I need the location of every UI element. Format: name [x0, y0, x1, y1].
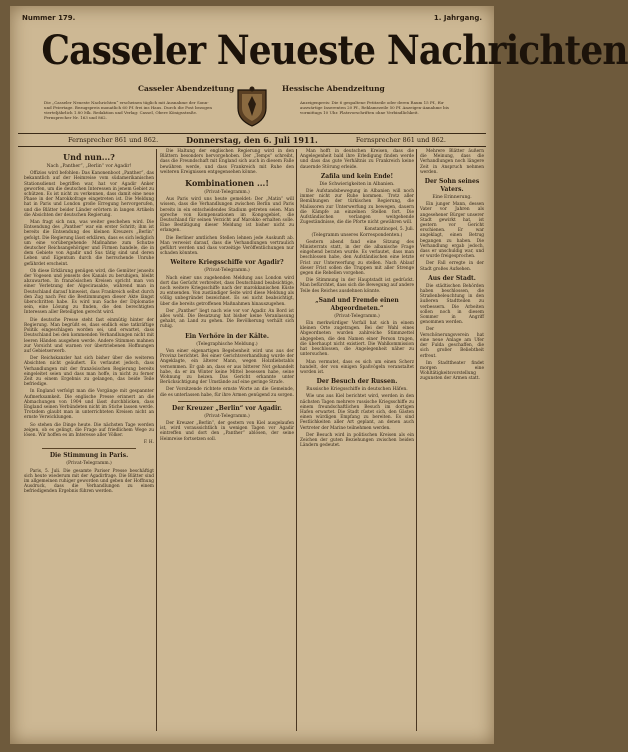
article-subheading: Nach „Panther“, „Berlin“ vor Agadir! [46, 164, 132, 169]
column-rule [296, 149, 297, 731]
newspaper-page [10, 6, 628, 744]
article-paragraph: Die Berliner amtlichen Stellen lehnen jede Auskunft ab. Man verweist darauf, dass die Verhandlungen vertraulich geführt werden und dass vorzeitige Veröffentlichungen nur schaden könnten. [160, 235, 294, 257]
article-paragraph: Man vermutet, dass es sich um einen Scherz handelt, der von einigen Spaßvögeln veranstaltet worden ist. [300, 359, 414, 375]
advertising-info: Anzeigenpreis: Die 6 gespaltene Petitzeile oder deren Raum 15 Pf., für auswärtige Inserenten 20 Pf., Reklamezeile 50 Pf. Anzeigen-Annahme bis vormittags 10 Uhr. Platzvorschriften ohne Verbindlichkeit. [300, 100, 449, 115]
section-divider [178, 401, 276, 402]
article-headline: Der Besuch der Russen. [316, 378, 398, 386]
article-signature: Konstantinopel, 5. Juli. [364, 227, 414, 233]
article-headline: Ein Verhöre in der Kälte. [185, 332, 269, 340]
article-subheading: (Telegraphische Meldung.) [196, 341, 258, 347]
column-1 [24, 149, 154, 731]
article-headline: Weitere Kriegsschiffe vor Agadir? [170, 259, 284, 267]
article-paragraph: Ein merkwürdiger Vorfall hat sich in einem kleinen Orte zugetragen. Bei der Wahl eines Abgeordneten wurden zahlreiche Stimmzettel abgegeben, die den Namen einer Person trugen, die überhaupt nicht existiert. Die Wahlkommission hat beschlossen, die Angelegenheit näher zu untersuchen. [300, 321, 414, 358]
subscription-info: Die „Casseler Neueste Nachrichten“ erscheinen täglich mit Ausnahme der Sonn- und Feiertage. Bezugspreis monatlich 60 Pf. frei ins Haus. Durch die Post bezogen vierteljährlich 1.80 Mk. Redaktion und Verlag: Cassel, Obere Königsstraße. Fernsprecher Nr. 163 und 862. [44, 100, 212, 120]
article-paragraph: Der „Panther“ liegt nach wie vor vor Agadir. An Bord ist alles wohl. Die Besatzung hat bisher keine Veranlassung gehabt, an Land zu gehen. Die Bevölkerung verhält sich ruhig. [160, 308, 294, 330]
article-paragraph: Der Besuch wird in politischen Kreisen als ein Zeichen der guten Beziehungen zwischen beiden Ländern gedeutet. [300, 432, 414, 449]
article-paragraph: Aus Paris wird uns heute gemeldet: Der „Matin“ will wissen, dass die Verhandlungen zwischen Berlin und Paris bereits in ein entscheidendes Stadium getreten seien. Man spreche von Kompensationen im Kongogebiet, die Deutschland für seinen Verzicht auf Marokko erhalten solle. Eine Bestätigung dieser Meldung ist bisher nicht zu erlangen. [160, 197, 294, 234]
article-paragraph: In England verfolgt man die Vorgänge mit gespannter Aufmerksamkeit. Die englische Presse erinnert an die Abmachungen von 1904 und lässt durchblicken, dass England seinen Verbündeten nicht im Stiche lassen werde. Trotzdem glaubt man in unterrichteten Kreisen nicht an ernste Verwicklungen. [24, 389, 154, 421]
newspaper-title: Casseler Neueste Nachrichten [41, 27, 628, 74]
article-headline: Der Kreuzer „Berlin“ vor Agadir. [172, 404, 282, 412]
coat-of-arms-icon [232, 86, 272, 128]
article-paragraph: Der Fall erregte in der Stadt großes Aufsehen. [420, 261, 484, 272]
masthead [18, 26, 628, 86]
article-subheading: (Privat-Telegramm.) [334, 313, 380, 319]
dateline [18, 133, 486, 147]
section-divider [42, 448, 136, 449]
article-paragraph: Die Aufstandsbewegung in Albanien will noch immer nicht zur Ruhe kommen. Trotz aller Bemühungen der türkischen Regierung, die Malissoren zur Unterwerfung zu bewegen, dauern die Kämpfe an einzelnen Stellen fort. Die Aufständischen verlangen weitgehende Zugeständnisse, die die Pforte nicht gewähren will. [300, 189, 414, 226]
article-paragraph: Die Stimmung in der Hauptstadt ist gedrückt. Man befürchtet, dass sich die Bewegung auf andere Teile des Reiches ausdehnen könnte. [300, 278, 414, 294]
column-4 [420, 149, 484, 731]
article-subheading: (Privat-Telegramm.) [204, 190, 250, 196]
article-paragraph: Man hofft in deutschen Kreisen, dass die Angelegenheit bald ihre Erledigung finden werde und dass das gute Verhältnis zu Frankreich keine dauernde Störung erleide. [300, 149, 414, 170]
article-headline: Die Stimmung in Paris. [49, 452, 129, 460]
article-subheading: (Privat-Telegramm.) [204, 268, 250, 274]
phone-right: Fernsprecher 861 und 862. [355, 136, 446, 144]
article-paragraph: Ein junger Mann, dessen Vater vor Jahren als angesehener Bürger unserer Stadt gewirkt hat, ist gestern vor Gericht erschienen. Er war angeklagt, einen Betrug begangen zu haben. Die Verhandlung ergab jedoch, dass er unschuldig war, und er wurde freigesprochen. [420, 202, 484, 260]
article-headline: Kombinationen ...! [185, 178, 269, 189]
article-paragraph: Die städtischen Behörden haben beschlossen, die Straßenbeleuchtung in den äußeren Stadtteilen zu verbessern. Die Arbeiten sollen noch in diesem Sommer in Angriff genommen werden. [420, 283, 484, 326]
article-headline: „Sand und Fremde einen Abgeordneten.“ [315, 296, 399, 312]
column-3 [300, 149, 414, 731]
article-paragraph: Offizios wird befohlen: Das Kanonenboot „Panther“, das bekanntlich auf der Heimreise vom südamerikanischen Stationsdienst begriffen war, hat vor Agadir Anker geworfen, um die deutschen Interessen in jenem Gebiet zu schützen. Es ist nicht zu verkennen, dass damit eine neue Phase in der Marokkofrage eingetreten ist. Die Meldung hat in Paris und London große Erregung hervorgerufen, und die Blätter beider Länder erörtern in langen Artikeln die Absichten der deutschen Regierung. [24, 171, 154, 218]
article-paragraph: Wie uns aus Kiel berichtet wird, werden in den nächsten Tagen mehrere russische Kriegsschiffe zu einem freundschaftlichen Besuch im dortigen Hafen erwartet. Die Stadt rüstet sich, den Gästen einen würdigen Empfang zu bereiten. Es sind Festlichkeiten aller Art geplant, an denen auch Vertreter der Marine teilnehmen werden. [300, 394, 414, 431]
column-2 [160, 149, 294, 731]
article-paragraph: Paris, 5. Juli. Die gesamte Pariser Presse beschäftigt sich heute wiederum mit der Agadirfrage. Die Blätter sind im allgemeinen ruhiger geworden und geben der Hoffnung Ausdruck, dass die Verhandlungen zu einem befriedigenden Ergebnis führen werden. [24, 468, 154, 495]
article-subheading: (Telegramm unseres Korrespondenten.) [311, 232, 403, 238]
article-headline: Der Sohn seines Vaters. [424, 178, 480, 194]
article-paragraph: So stehen die Dinge heute. Die nächsten Tage werden zeigen, ob es gelingt, die Frage auf friedlichem Wege zu lösen. Wir hoffen es im Interesse aller Völker. [24, 422, 154, 438]
volume: 1. Jahrgang. [433, 14, 482, 22]
column-rule [156, 149, 157, 731]
article-headline: Zafila und kein Ende! [320, 172, 394, 180]
article-subheading: (Privat-Telegramm.) [66, 461, 112, 467]
article-subheading: Die Schwierigkeiten in Albanien. [319, 181, 395, 187]
article-paragraph: Der Reichskanzler hat sich bisher über die weiteren Absichten nicht geäußert. Es verlautet jedoch, dass Verhandlungen mit der französischen Regierung bereits eingeleitet seien und dass man hoffe, in nicht zu ferner Zeit zu einem Ergebnis zu gelangen, das beide Teile befriedige. [24, 356, 154, 388]
article-paragraph: Von einer eigenartigen Begebenheit wird uns aus der Provinz berichtet. Bei einer Gerichtsverhandlung wurde der Angeklagte, ein älterer Mann, wegen Holzdiebstahls vernommen. Er gab an, dass er aus bitterer Not gehandelt habe, da er im Winter keine Mittel besessen habe, seine Wohnung zu heizen. Das Gericht erkannte unter Berücksichtigung der Umstände auf eine geringe Strafe. [160, 348, 294, 386]
article-paragraph: Der Kreuzer „Berlin“, der gestern von Kiel ausgelaufen ist, wird voraussichtlich in wenigen Tagen vor Agadir eintreffen und dort den „Panther“ ablösen, der seine Heimreise fortsetzen soll. [160, 420, 294, 442]
article-paragraph: Der Verschönerungsverein hat eine neue Anlage am Ufer der Fulda geschaffen, die sich großer Beliebtheit erfreut. [420, 327, 484, 359]
phone-left: Fernsprecher 861 und 862. [68, 136, 159, 144]
article-paragraph: Im Stadttheater findet morgen eine Wohltätigkeitsvorstellung zugunsten der Armen statt. [420, 360, 484, 382]
subtitle-left: Casseler Abendzeitung [138, 84, 235, 93]
article-subheading: Eine Erinnerung. [432, 195, 472, 201]
column-rule [416, 149, 417, 731]
article-paragraph: Nach einer uns zugehenden Meldung aus London wird dort das Gerücht verbreitet, dass Deutschland beabsichtige, noch weitere Kriegsschiffe nach der marokkanischen Küste zu entsenden. Von zuständiger Seite wird diese Meldung als völlig unbegründet bezeichnet. Es sei nicht beabsichtigt, über die bereits getroffenen Maßnahmen hinauszugehen. [160, 275, 294, 307]
top-line [22, 14, 482, 26]
subtitle-right: Hessische Abendzeitung [282, 84, 385, 93]
article-paragraph: Ob diese Erklärung genügen wird, die Gemüter jenseits der Vogesen und jenseits des Kanals zu beruhigen, bleibt abzuwarten. In französischen Kreisen spricht man von einer Verletzung der Algecirasakte, während man in Deutschland darauf hinweist, dass Frankreich selbst durch den Zug nach Fez die Bestimmungen dieser Akte längst überschritten habe. Es wird nun Sache der Diplomatie sein, eine Lösung zu finden, die den berechtigten Interessen aller Beteiligten gerecht wird. [24, 268, 154, 316]
article-paragraph: Die Haltung der englischen Regierung wird in den Blättern besonders hervorgehoben. Der „Temps“ schreibt, dass die Freundschaft mit England sich auch in diesem Falle bewähren werde, und dass Frankreich mit Ruhe den weiteren Ereignissen entgegensehen könne. [160, 149, 294, 175]
article-paragraph: Die deutsche Presse steht fast einmütig hinter der Regierung. Man begrüßt es, dass endlich eine tatkräftige Politik eingeschlagen worden sei, und erwartet, dass Deutschland bei den kommenden Verhandlungen nicht mit leeren Händen ausgehen werde. Andere Stimmen mahnen zur Vorsicht und warnen vor übertriebenen Hoffnungen auf Gebietserwerb. [24, 317, 154, 354]
article-paragraph: Gestern abend fand eine Sitzung des Ministerrats statt, in der die albanische Frage eingehend beraten wurde. Es verlautet, dass man beschlossen habe, den Aufständischen eine letzte Frist zur Unterwerfung zu stellen. Nach Ablauf dieser Frist sollen die Truppen mit aller Strenge gegen die Rebellen vorgehen. [300, 239, 414, 277]
article-paragraph: Der Vorsitzende richtete ernste Worte an die Gemeinde, die es unterlassen habe, für ihre Armen genügend zu sorgen. [160, 387, 294, 398]
issue-number: Nummer 179. [22, 14, 76, 22]
article-signature: F. H. [143, 440, 154, 446]
article-headline: Aus der Stadt. [428, 274, 476, 282]
article-headline: Und nun...? [63, 152, 115, 162]
article-paragraph: Man fragt sich nun, was weiter geschehen wird. Die Entsendung des „Panther“ war ein erster Schritt; ihm ist bereits die Entsendung des kleinen Kreuzers „Berlin“ gefolgt. Die Regierung lässt erklären, dass es sich lediglich um eine vorübergehende Maßnahme zum Schutze deutscher Reichsangehöriger und Firmen handele, die in dem Gebiete von Agadir und Sus tätig sind und deren Leben und Eigentum durch die herrschende Unruhe gefährdet erscheint. [24, 220, 154, 267]
issue-date: Donnerstag, den 6. Juli 1911. [186, 135, 318, 145]
article-subheading: (Privat-Telegramm.) [204, 413, 250, 419]
article-subheading: Russische Kriegsschiffe in deutschen Häfen. [306, 387, 408, 393]
article-paragraph: Mehrere Blätter äußern die Meinung, dass die Verhandlungen noch längere Zeit in Anspruch nehmen werden. [420, 149, 484, 175]
